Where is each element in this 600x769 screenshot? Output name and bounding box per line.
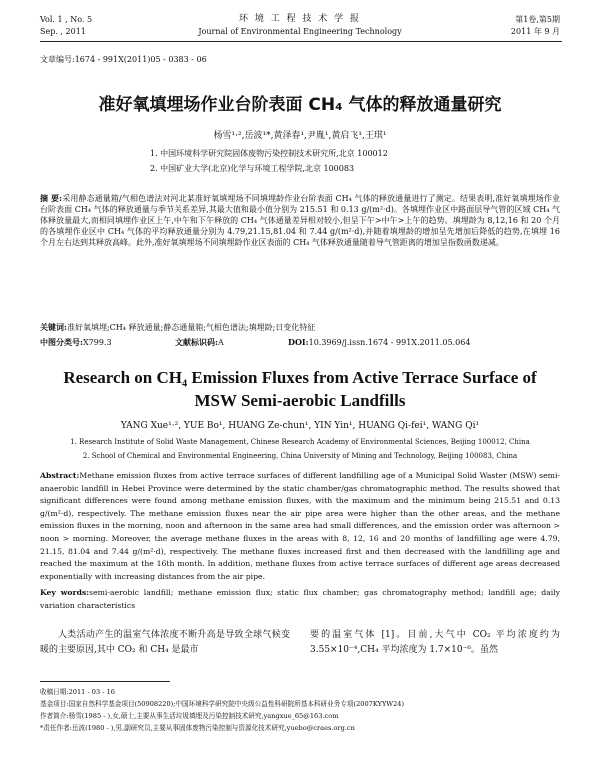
- affiliation-cn-1: 1. 中国环境科学研究院固体废物污染控制技术研究所,北京 100012: [150, 149, 388, 158]
- doi-value: 10.3969/j.issn.1674 - 991X.2011.05.064: [308, 338, 471, 347]
- keywords-cn-label: 关键词:: [40, 322, 67, 332]
- header-vol: Vol. 1 , No. 5: [40, 15, 93, 24]
- title-cn: 准好氧填埋场作业台阶表面 CH₄ 气体的释放通量研究: [98, 95, 502, 115]
- authors-cn: 杨雪¹·²,岳波¹*,黄泽春¹,尹胤¹,黄启飞¹,王琪¹: [213, 131, 387, 141]
- clc-label: 中图分类号:: [40, 337, 83, 347]
- body-column-left: 人类活动产生的温室气体浓度不断升高是导致全球气候变暖的主要原因,其中 CO₂ 和 CH₄ 是最市: [40, 630, 290, 655]
- keywords-cn: [40, 322, 560, 333]
- keywords-en-text: semi-aerobic landfill; methane emission flux; static flux chamber; gas chromatography method; landfill age; daily variation characteristics: [40, 588, 560, 610]
- body-column-right: 要的温室气体 [1]。目前,大气中 CO₂ 平均浓度约为 3.55×10⁻⁴,CH₄ 平均浓度为 1.7×10⁻⁶。虽然: [310, 630, 560, 655]
- header-journal-cn: 环 境 工 程 技 术 学 报: [238, 14, 362, 24]
- doc-code-line: [175, 337, 224, 348]
- header-journal-en: Journal of Environmental Engineering Technology: [198, 27, 402, 36]
- doi-label: DOI:: [288, 337, 309, 347]
- doc-code-value: A: [217, 338, 224, 347]
- abstract-en-text: Methane emission fluxes from active terrace surfaces of different landfilling age of a Municipal Solid Waster (MSW) semi-anaerobic landfill in Hebei Province were determined by the static chamber/gas chromatographic method. The results showed that significant differences were found among methane emission fluxes, with the maximum and the minimum being 215.51 and 0.13 g/(m²·d), respectively. The methane emission fluxes near the air pipe area were higher than the other areas, and the methane emission fluxes in the morning, noon and afternoon in the same area had small differences, and the emission order was afternoon > noon > morning. Moreover, the average methane fluxes in the areas with 8, 12, 16 and 20 months of landfilling age were 4.79, 21.15, 81.04 and 7.44 g/(m²·d), respectively. The methane fluxes increased first and then decreased with the landfilling age and reached the maximum at the 16th month. In addition, methane fluxes from active terrace surfaces of different age areas decreased exponentially with increasing distances from the air pipe.: [40, 471, 560, 581]
- abstract-en-label: Abstract:: [40, 471, 80, 480]
- clc-value: X799.3: [82, 338, 112, 347]
- footnote-author: 作者简介:杨雪(1985 - ),女,硕士,主要从事生活垃圾填埋及污染控制技术研究,yangxue_65@163.com: [40, 712, 339, 720]
- affiliation-en-1: 1. Research Institute of Solid Waste Management, Chinese Research Academy of Environmental Sciences, Beijing 100012, China: [70, 438, 530, 446]
- title-en-line-2: MSW Semi-aerobic Landfills: [194, 391, 406, 410]
- abstract-cn: [40, 193, 560, 248]
- abstract-cn-label: 摘 要:: [40, 193, 63, 203]
- title-en-line-1: Research on CH₄ Emission Fluxes from Active Terrace Surface of: [63, 368, 537, 387]
- affiliation-en-2: 2. School of Chemical and Environmental Engineering, China University of Mining and Technology, Beijing 100083, China: [82, 452, 518, 460]
- header-vol-cn: 第1卷,第5期: [515, 15, 560, 24]
- footnote-received: 收稿日期:2011 - 03 - 16: [40, 688, 115, 696]
- footnote-funding: 基金项目:国家自然科学基金项目(50908220);中国环境科学研究院中央级公益性科研院所基本科研业务专项(2007KYYW24): [40, 700, 405, 708]
- doi-line: [288, 337, 470, 348]
- classification-line: [40, 337, 112, 348]
- keywords-en: [40, 587, 560, 612]
- authors-en: YANG Xue¹·², YUE Bo¹, HUANG Ze-chun¹, YIN Yin¹, HUANG Qi-fei¹, WANG Qi¹: [120, 421, 480, 431]
- header-date-cn: 2011 年 9 月: [510, 27, 560, 36]
- keywords-cn-text: 准好氧填埋;CH₄ 释放通量;静态通量箱;气相色谱法;填埋龄;日变化特征: [66, 323, 316, 332]
- footnotes: [40, 686, 560, 734]
- affiliation-cn-2: 2. 中国矿业大学(北京)化学与环境工程学院,北京 100083: [150, 164, 355, 173]
- abstract-en: [40, 470, 560, 583]
- footnote-corresponding: *责任作者:岳波(1980 - ),男,副研究员,主要从事固体废物污染控制与资源化技术研究,yuebo@craes.org.cn: [40, 724, 355, 732]
- header-rule: [40, 41, 562, 42]
- article-number: 文章编号:1674 - 991X(2011)05 - 0383 - 06: [40, 55, 207, 64]
- header-date: Sep. , 2011: [40, 27, 86, 36]
- abstract-cn-text: 采用静态通量箱/气相色谱法对河北某准好氧填埋场不同填埋龄作业台阶表面 CH₄ 气体的释放通量进行了测定。结果表明,准好氧填埋场作业台阶表面 CH₄ 气体的释放通量与季节关系差异,其最大值和最小值分别为 215.51 和 0.13 g/(m²·d)。各填埋作业区中路面层导气管的区域 CH₄ 气体释放量最大,而相同填埋作业区上午,中午和下午释放的 CH₄ 气体通量差异相对较小,但呈下午>中午>上午的趋势。填埋龄为 8,12,16 和 20 个月的各填埋作业区中 CH₄ 气体的平均释放通量分别为 4.79,21.15,81.04 和 7.44 g/(m²·d),并随着填埋龄的增加呈先增加后降低的趋势,在填埋 16 个月左右达到其释放高峰。此外,准好氧填埋场不同填埋龄作业区表面的 CH₄ 气体释放通量随着导气管距离的增加呈指数函数递减。: [40, 194, 560, 247]
- doc-code-label: 文献标识码:: [175, 337, 218, 347]
- keywords-en-label: Key words:: [40, 588, 90, 597]
- footnote-rule: [40, 681, 170, 682]
